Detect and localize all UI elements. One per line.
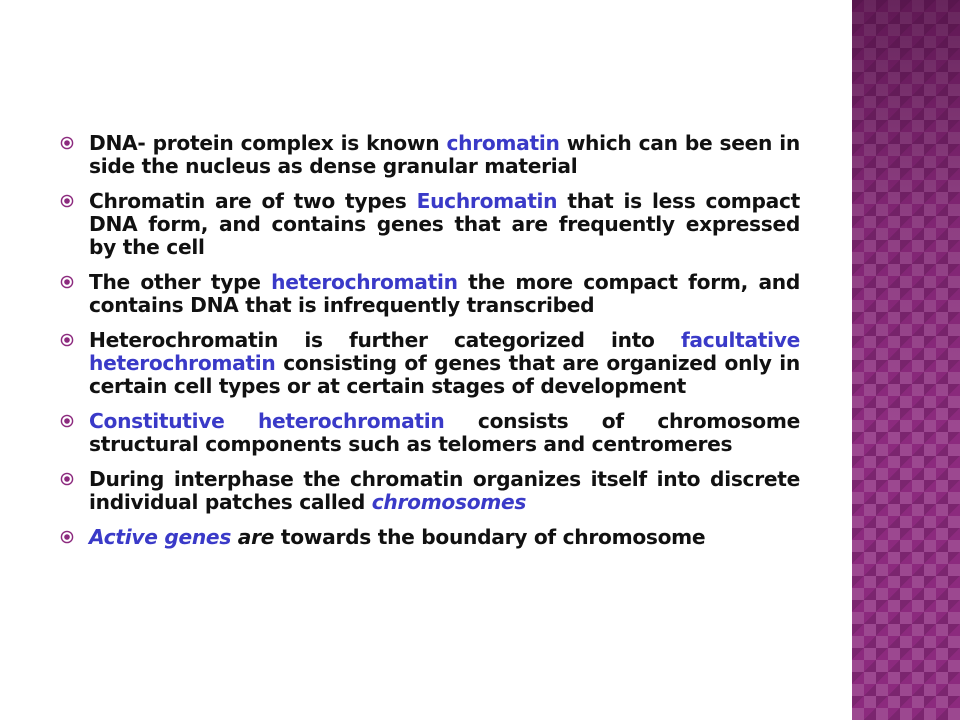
bullet-text (89, 131, 800, 178)
bullet-item (60, 190, 800, 259)
decorative-side-panel (852, 0, 960, 720)
bullet-text (89, 189, 800, 259)
radio-bullet-icon (60, 194, 74, 208)
bullet-text (89, 409, 800, 456)
highlight-term: chromosomes (371, 490, 527, 514)
bullet-item (60, 526, 800, 549)
text-segment: The other type (89, 270, 272, 294)
bullet-text (89, 328, 800, 398)
bullet-item (60, 410, 800, 456)
bullet-item (60, 329, 800, 398)
highlight-term: chromatin (446, 131, 560, 155)
italic-word: are (237, 525, 275, 549)
highlight-term: Euchromatin (416, 189, 558, 213)
highlight-term: Constitutive heterochromatin (89, 409, 445, 433)
bullet-item (60, 132, 800, 178)
bullet-text (89, 467, 800, 514)
text-segment: the more compact form, and contains DNA that is infrequently transcribed (89, 270, 801, 317)
highlight-term: Active genes (89, 525, 232, 549)
text-segment: consists of chromosome structural components such as telomers and centromeres (89, 409, 800, 456)
bullet-list (60, 132, 800, 561)
text-segment: Chromatin are of two types (89, 189, 417, 213)
highlight-term: facultative heterochromatin (89, 328, 800, 375)
text-segment: towards the boundary of chromosome (274, 525, 706, 549)
radio-bullet-icon (60, 414, 74, 428)
bullet-item (60, 468, 800, 514)
radio-bullet-icon (60, 275, 74, 289)
text-segment: which can be seen in side the nucleus as dense granular material (89, 131, 800, 178)
bullet-text (89, 270, 800, 317)
highlight-term: heterochromatin (271, 270, 458, 294)
text-segment: consisting of genes that are organized only in certain cell types or at certain stages of development (89, 351, 800, 398)
bullet-item (60, 271, 800, 317)
radio-bullet-icon (60, 136, 74, 150)
text-segment: Heterochromatin is further categorized into (89, 328, 681, 352)
radio-bullet-icon (60, 333, 74, 347)
radio-bullet-icon (60, 530, 74, 544)
text-segment: that is less compact DNA form, and contains genes that are frequently expressed by the cell (89, 189, 800, 259)
text-segment (231, 525, 238, 549)
radio-bullet-icon (60, 472, 74, 486)
text-segment: During interphase the chromatin organizes itself into discrete individual patches called (89, 467, 800, 514)
bullet-text (89, 525, 705, 549)
text-segment: DNA- protein complex is known (89, 131, 447, 155)
